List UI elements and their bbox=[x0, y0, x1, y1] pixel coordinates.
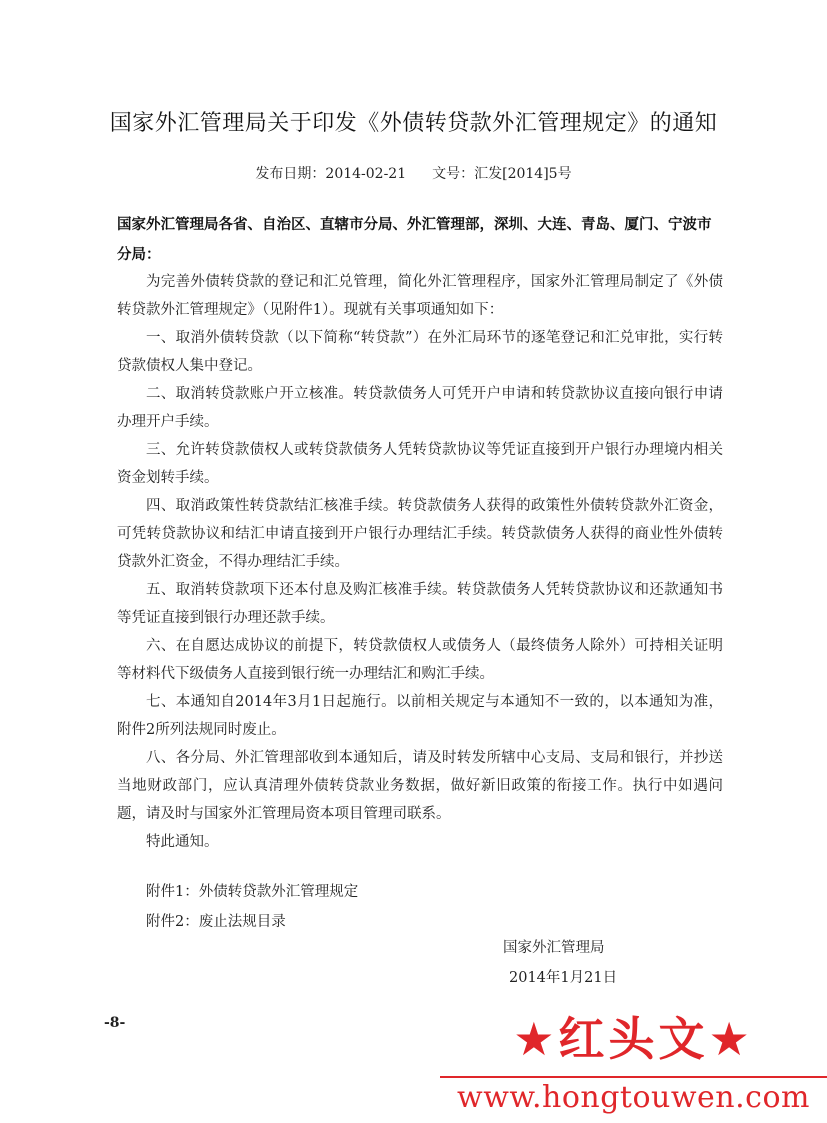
paragraph-item-4: 四、取消政策性转贷款结汇核准手续。转贷款债务人获得的政策性外债转贷款外汇资金，可凭转贷款协议和结汇申请直接到开户银行办理结汇手续。转贷款债务人获得的商业性外债转贷款外汇资金，不得办理结汇手续。 bbox=[117, 498, 723, 570]
publish-date: 发布日期：2014-02-21 bbox=[255, 166, 407, 182]
watermark-title: ★红头文★ bbox=[513, 1012, 754, 1066]
paragraph-item-1: 一、取消外债转贷款（以下简称“转贷款”）在外汇局环节的逐笔登记和汇兑审批，实行转贷款债权人集中登记。 bbox=[117, 330, 723, 374]
signature-date: 2014年1月21日 bbox=[509, 970, 618, 986]
paragraph-item-5: 五、取消转贷款项下还本付息及购汇核准手续。转贷款债务人凭转贷款协议和还款通知书等凭证直接到银行办理还款手续。 bbox=[117, 582, 723, 626]
document-title: 国家外汇管理局关于印发《外债转贷款外汇管理规定》的通知 bbox=[109, 111, 718, 136]
issuer-name: 国家外汇管理局 bbox=[503, 940, 605, 956]
document-body bbox=[117, 268, 723, 856]
page-number: -8- bbox=[104, 1015, 126, 1031]
signature-block bbox=[503, 933, 617, 993]
document-number: 文号：汇发[2014]5号 bbox=[432, 166, 572, 182]
paragraph-item-8: 八、各分局、外汇管理部收到本通知后，请及时转发所辖中心支局、支局和银行，并抄送当地财政部门，应认真清理外债转贷款业务数据，做好新旧政策的衔接工作。执行中如遇问题，请及时与国家外汇管理局资本项目管理司联系。 bbox=[117, 750, 723, 822]
recipient-line: 国家外汇管理局各省、自治区、直辖市分局、外汇管理部，深圳、大连、青岛、厦门、宁波市分局： bbox=[117, 217, 712, 263]
attachment-item: 附件2：废止法规目录 bbox=[146, 914, 286, 930]
watermark bbox=[440, 1000, 827, 1123]
attachments-list bbox=[146, 877, 358, 937]
watermark-url: www.hongtouwen.com bbox=[457, 1080, 810, 1115]
paragraph-item-6: 六、在自愿达成协议的前提下，转贷款债权人或债务人（最终债务人除外）可持相关证明等材料代下级债务人直接到银行统一办理结汇和购汇手续。 bbox=[117, 638, 723, 682]
paragraph-item-2: 二、取消转贷款账户开立核准。转贷款债务人可凭开户申请和转贷款协议直接向银行申请办理开户手续。 bbox=[117, 386, 723, 430]
document-meta bbox=[0, 163, 827, 183]
watermark-divider bbox=[440, 1076, 827, 1078]
paragraph-closing: 特此通知。 bbox=[146, 834, 219, 850]
attachment-item: 附件1：外债转贷款外汇管理规定 bbox=[146, 884, 359, 900]
paragraph-item-7: 七、本通知自2014年3月1日起施行。以前相关规定与本通知不一致的，以本通知为准，附件2所列法规同时废止。 bbox=[117, 694, 723, 738]
paragraph-item-3: 三、允许转贷款债权人或转贷款债务人凭转贷款协议等凭证直接到开户银行办理境内相关资金划转手续。 bbox=[117, 442, 723, 486]
paragraph-intro: 为完善外债转贷款的登记和汇兑管理，简化外汇管理程序，国家外汇管理局制定了《外债转贷款外汇管理规定》（见附件1）。现就有关事项通知如下： bbox=[117, 274, 723, 318]
